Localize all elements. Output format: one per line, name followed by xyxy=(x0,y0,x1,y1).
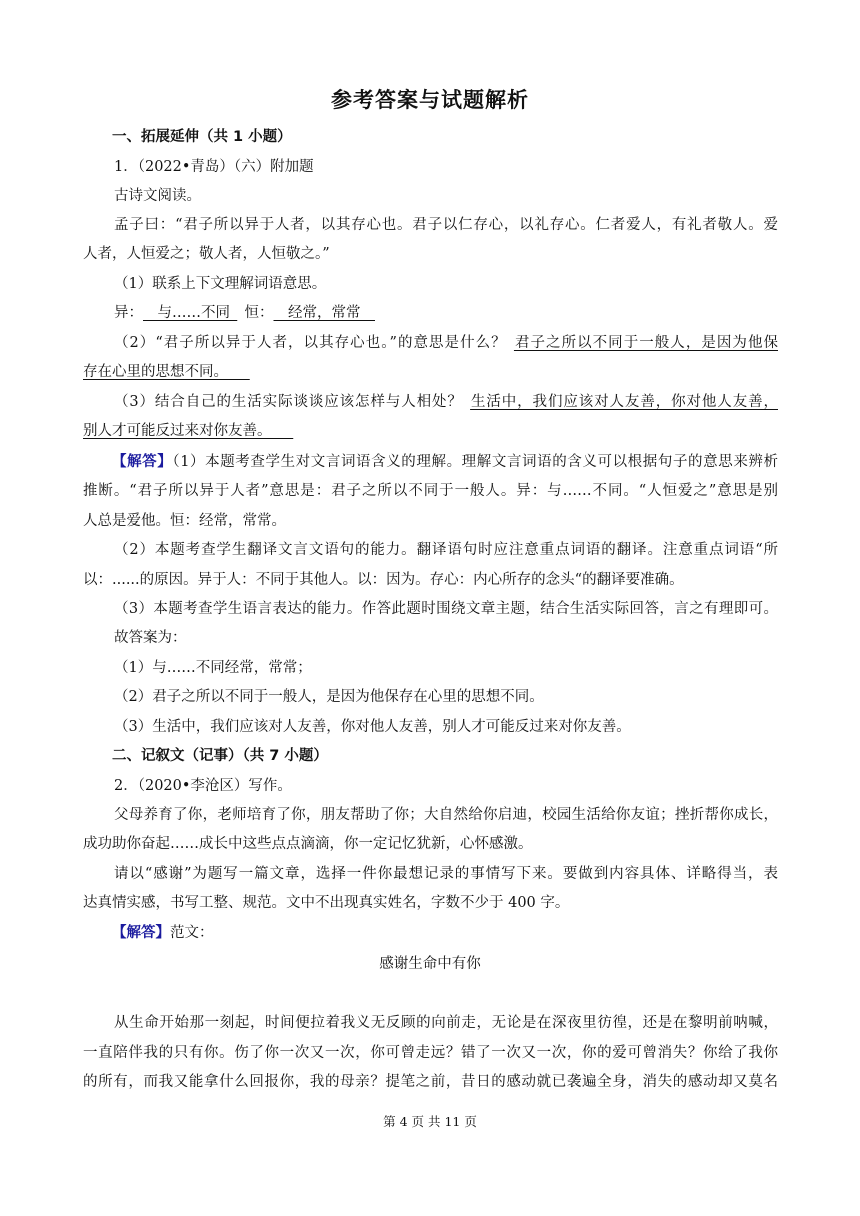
essay-line-1: 从生命开始那一刻起，时间便拉着我义无反顾的向前走，无论是在深夜里彷徨，还是在黎明前呐喊， xyxy=(114,1015,778,1031)
page-footer: 第 4 页 共 11 页 xyxy=(383,1114,477,1129)
subquestion-3-answer-2: 别人才可能反过来对你友善。 xyxy=(83,423,272,439)
explanation-1-line-3: 人总是爱他。恒：经常，常常。 xyxy=(83,513,286,529)
subquestion-3 xyxy=(114,392,778,412)
prompt-line-2: 成功助你奋起……成长中这些点点滴滴，你一定记忆犹新，心怀感激。 xyxy=(83,836,533,852)
answer-prefix-yi: 异： xyxy=(114,305,143,321)
subquestion-2 xyxy=(114,333,778,353)
passage-line-2: 人者，人恒爱之；敬人者，人恒敬之。” xyxy=(83,246,330,262)
section-heading-1: 一、拓展延伸（共 1 小题） xyxy=(112,129,292,145)
essay-title: 感谢生命中有你 xyxy=(379,956,481,972)
fanwen-label: 范文： xyxy=(170,925,214,941)
subquestion-3-answer-underline xyxy=(83,423,293,439)
final-answer-1: （1）与……不同经常，常常； xyxy=(114,660,312,676)
question-1-intro: 古诗文阅读。 xyxy=(114,188,201,204)
explanation-2-line-2: 以：......的原因。异于人：不同于其他人。以：因为。存心：内心所存的念头“的翻译要准确。 xyxy=(83,572,684,588)
jieda-tag-1: 【解答】 xyxy=(112,453,173,470)
prompt-line-4: 达真情实感，书写工整、规范。文中不出现真实姓名，字数不少于 400 字。 xyxy=(83,895,570,911)
subquestion-2-answer-2: 存在心里的思想不同。 xyxy=(83,364,228,380)
essay-line-3: 的所有，而我又能拿什么回报你，我的母亲？提笔之前，昔日的感动就已袭遍全身，消失的感动却又莫名 xyxy=(83,1074,778,1090)
prompt-line-1: 父母养育了你，老师培育了你，朋友帮助了你；大自然给你启迪，校园生活给你友谊；挫折帮你成长， xyxy=(114,807,778,823)
answer-prefix-heng: 恒： xyxy=(244,305,274,321)
subquestion-3-answer-cont xyxy=(83,421,293,441)
answer-blank-yi xyxy=(143,305,237,321)
explanation-1a: （1）本题考查学生对文言词语含义的理解。理解文言词语的含义可以根据句子的意思来辨析 xyxy=(172,454,778,470)
final-answer-3: （3）生活中，我们应该对人友善，你对他人友善，别人才可能反过来对你友善。 xyxy=(114,719,631,735)
subquestion-1-answer xyxy=(114,303,375,323)
explanation-1-line-1 xyxy=(112,452,778,472)
subquestion-3-answer-1: 生活中，我们应该对人友善，你对他人友善， xyxy=(470,394,778,410)
final-answer-2: （2）君子之所以不同于一般人，是因为他保存在心里的思想不同。 xyxy=(114,689,544,705)
jieda-fanwen xyxy=(112,923,214,943)
question-1-source: 1．（2022•青岛）（六）附加题 xyxy=(114,159,314,175)
essay-line-2: 一直陪伴我的只有你。伤了你一次又一次，你可曾走远？错了一次又一次，你的爱可曾消失？你给了我你 xyxy=(83,1045,778,1061)
page-title: 参考答案与试题解析 xyxy=(331,88,529,112)
subquestion-2-answer-1: 君子之所以不同于一般人，是因为他保 xyxy=(513,335,778,351)
subquestion-2-answer-underline xyxy=(83,364,250,380)
answer-heng: 经常，常常 xyxy=(288,305,361,321)
jieda-tag-2: 【解答】 xyxy=(112,924,170,941)
explanation-1-line-2: 推断。“君子所以异于人者”意思是：君子之所以不同于一般人。异：与……不同。“人恒爱之”意思是别 xyxy=(83,483,778,499)
answer-blank-heng xyxy=(274,305,376,321)
answer-yi: 与……不同 xyxy=(157,305,230,321)
passage-line-1: 孟子曰：“君子所以异于人者，以其存心也。君子以仁存心，以礼存心。仁者爱人，有礼者敬人。爱 xyxy=(114,217,778,233)
explanation-3: （3）本题考查学生语言表达的能力。作答此题时围绕文章主题，结合生活实际回答，言之有理即可。 xyxy=(114,601,778,617)
explanation-2-line-1: （2）本题考查学生翻译文言文语句的能力。翻译语句时应注意重点词语的翻译。注意重点词语“所 xyxy=(114,542,778,558)
subquestion-2-text: （2）“君子所以异于人者，以其存心也。”的意思是什么？ xyxy=(114,335,507,351)
subquestion-2-answer-cont xyxy=(83,362,250,382)
section-heading-2: 二、记叙文（记事）（共 7 小题） xyxy=(112,748,328,764)
subquestion-3-text: （3）结合自己的生活实际谈谈应该怎样与人相处？ xyxy=(114,394,463,410)
subquestion-1: （1）联系上下文理解词语意思。 xyxy=(114,276,327,292)
answer-label: 故答案为： xyxy=(114,630,187,646)
prompt-line-3: 请以“感谢”为题写一篇文章，选择一件你最想记录的事情写下来。要做到内容具体、详略得当，表 xyxy=(114,866,778,882)
question-2-source: 2．（2020•李沧区）写作。 xyxy=(114,778,292,794)
